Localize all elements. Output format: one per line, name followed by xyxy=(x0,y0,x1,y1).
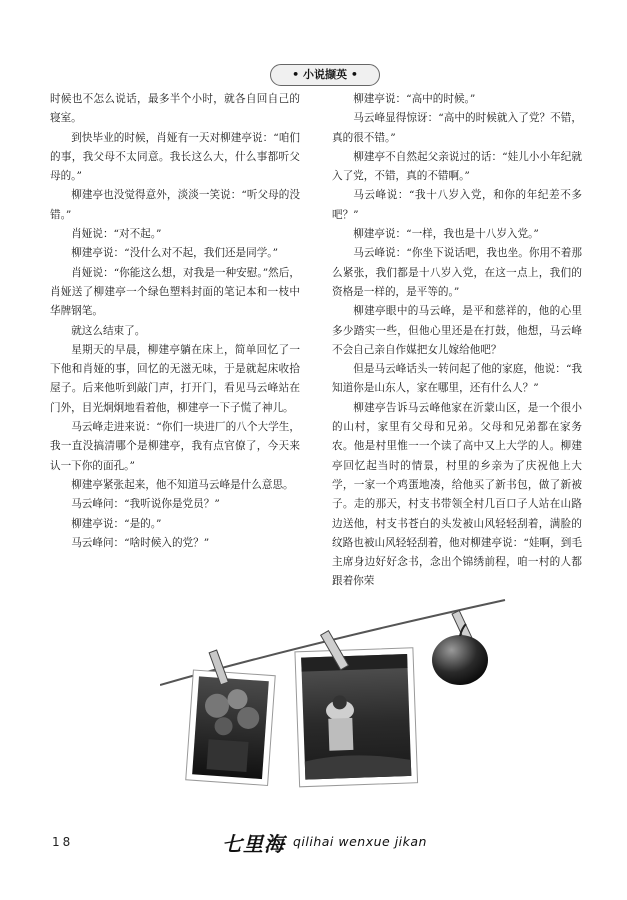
paragraph: 马云峰问：“我听说你是党员？” xyxy=(71,498,220,511)
magazine-logo: 七里海 xyxy=(222,832,285,856)
paragraph: 肖娅说：“对不起。” xyxy=(71,228,162,241)
paragraph: 到快毕业的时候，肖娅有一天对柳建亭说：“咱们的事，我父母不太同意。我长这么大，什么事都听父母的。” xyxy=(50,131,300,183)
paragraph: 但是马云峰话头一转问起了他的家庭，他说：“我知道你是山东人，家在哪里，还有什么人？” xyxy=(332,363,582,395)
paragraph: 柳建亭说：“一样，我也是十八岁入党。” xyxy=(353,228,539,241)
paragraph: 柳建亭也没觉得意外，淡淡一笑说：“听父母的没错。” xyxy=(50,189,300,221)
paragraph: 星期天的早晨，柳建亭躺在床上，简单回忆了一下他和肖娅的事，回忆的无滋无味，于是就起床收拾屋子。后来他听到敲门声，打开门，看见马云峰站在门外，目光炯炯地看着他，柳建亭一下子慌了神儿。 xyxy=(50,343,300,414)
paragraph: 马云峰问：“啥时候入的党？” xyxy=(71,536,210,549)
paragraph: 柳建亭说：“没什么对不起，我们还是同学。” xyxy=(71,247,278,260)
left-column xyxy=(50,90,300,553)
paragraph: 马云峰显得惊讶：“高中的时候就入了党？不错，真的很不错。” xyxy=(332,112,582,144)
paragraph: 马云峰说：“我十八岁入党，和你的年纪差不多吧？” xyxy=(332,189,582,221)
photo-girl-in-field xyxy=(295,648,418,787)
photo-flowers xyxy=(186,670,275,785)
page-number: 18 xyxy=(52,835,74,849)
section-tag: • 小说撷英 • xyxy=(270,64,380,86)
paragraph: 柳建亭不自然起父亲说过的话：“娃儿小小年纪就入了党，不错，真的不错啊。” xyxy=(332,150,582,183)
paragraph: 就这么结束了。 xyxy=(71,324,146,337)
paragraph: 柳建亭紧张起来，他不知道马云峰是什么意思。 xyxy=(71,478,294,491)
paragraph: 柳建亭告诉马云峰他家在沂蒙山区，是一个很小的山村，家里有父母和兄弟。父母和兄弟都在家务农。他是村里惟一一个读了高中又上大学的人。柳建亭回忆起当时的情景，村里的乡亲为了庆祝他上大学，一家一个鸡蛋地凑，给他买了新书包，做了新被子。走的那天，村支书带领全村几百口子人站在山路边送他，村支书苍白的头发被山风轻轻刮着，满脸的纹路也被山风轻轻刮着，他对柳建亭说：“娃啊，到毛主席身边好好念书，念出个锦绣前程，咱一村的人都跟着你荣 xyxy=(332,401,582,588)
magazine-pinyin: qilihai wenxue jikan xyxy=(293,834,427,849)
paragraph: 柳建亭说：“是的。” xyxy=(71,517,162,530)
paragraph: 时候也不怎么说话，最多半个小时，就各自回自己的寝室。 xyxy=(50,93,300,125)
paragraph: 马云峰说：“你坐下说话吧，我也坐。你用不着那么紧张，我们都是十八岁入党，在这一点上，我们的资格是一样的，是平等的。” xyxy=(332,247,582,298)
paragraph: 肖娅说：“你能这么想，对我是一种安慰。”然后，肖娅送了柳建亭一个绿色塑料封面的笔记本和一枝中华牌钢笔。 xyxy=(50,266,300,318)
paragraph: 马云峰走进来说：“你们一块进厂的八个大学生，我一直没搞清哪个是柳建亭，我有点官僚了，今天来认一下你的面孔。” xyxy=(50,421,300,472)
paragraph: 柳建亭说：“高中的时候。” xyxy=(353,93,476,105)
apple-icon xyxy=(432,624,488,685)
clothesline-photos-illustration xyxy=(160,590,520,790)
right-column xyxy=(332,90,582,592)
paragraph: 柳建亭眼中的马云峰，是平和慈祥的，他的心里多少踏实一些，但他心里还是在打鼓，他想，马云峰不会自己亲自作媒把女儿嫁给他吧？ xyxy=(332,305,582,356)
